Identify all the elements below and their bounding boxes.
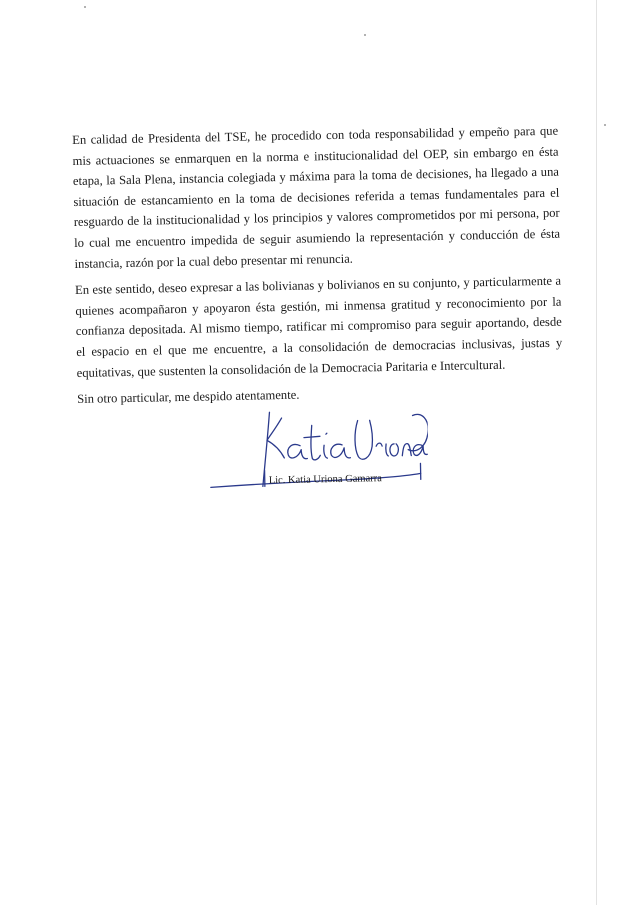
scan-speck — [604, 124, 606, 126]
signer-name: Lic. Katia Uriona Gamarra — [268, 472, 382, 487]
paragraph-resignation: En calidad de Presidenta del TSE, he procedido con toda responsabilidad y empeño para que mis actuaciones se enmarquen en la norma e institucionalidad del OEP, sin embargo en ésta etapa, la Sala Plena, instancia colegiada y máxima para la toma de decisiones, ha llegado a una situación de estancamiento en la toma de decisiones referida a temas fundamentales para el resguardo de la institucionalidad y los principios y valores comprometidos por mi persona, por lo cual me encuentro impedida de seguir asumiendo la representación y conducción de ésta instancia, razón por la cual debo presentar mi renuncia. — [72, 123, 561, 271]
closing-line: Sin otro particular, me despido atentamente. — [77, 387, 300, 407]
page-edge-line — [596, 0, 597, 905]
scan-speck — [364, 34, 366, 36]
scan-speck — [84, 6, 86, 8]
paragraph-gratitude: En este sentido, deseo expresar a las bolivianas y bolivianos en su conjunto, y particularmente a quienes acompañaron y apoyaron ésta gestión, mi inmensa gratitud y reconocimiento por la confianza depositada. Al mismo tiempo, ratificar mi compromiso para seguir aportando, desde el espacio en el que me encuentre, a la consolidación de democracias inclusivas, justas y equitativas, que sustenten la consolidación de la Democracia Paritaria e Intercultural. — [74, 273, 563, 380]
signature-block — [77, 400, 565, 499]
letter-body — [72, 121, 565, 500]
